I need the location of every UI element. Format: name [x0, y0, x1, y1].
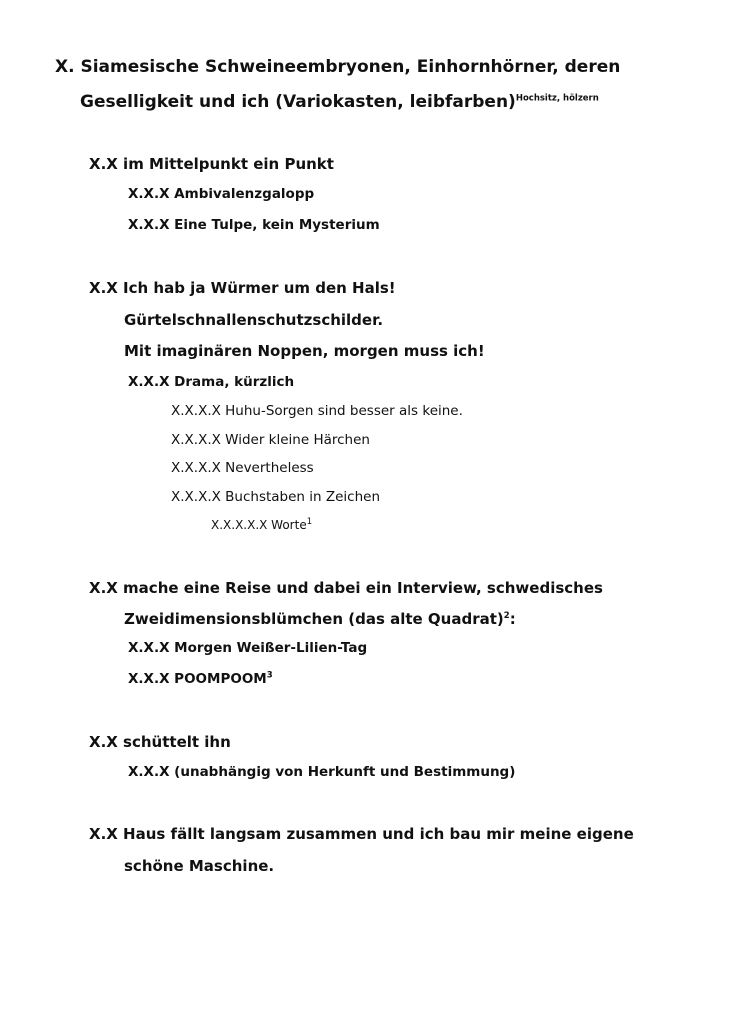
section-3-continuation-text: Zweidimensionsblümchen (das alte Quadrat): [124, 610, 504, 628]
section-5-continuation: schöne Maschine.: [124, 857, 275, 875]
section-2-item-1: X.X.X.X Huhu-Sorgen sind besser als keine.: [171, 403, 463, 419]
section-2-item-2: X.X.X.X Wider kleine Härchen: [171, 432, 370, 448]
section-2-subsection: X.X.X Drama, kürzlich: [128, 374, 295, 390]
section-3-title: X.X mache eine Reise und dabei ein Interview, schwedisches: [89, 579, 603, 597]
section-2-continuation-1: Gürtelschnallenschutzschilder.: [124, 311, 384, 329]
footnote-marker-2: 2: [503, 611, 510, 621]
section-1-title: X.X im Mittelpunkt ein Punkt: [89, 155, 334, 173]
footnote-marker-1: 1: [306, 517, 313, 527]
section-5-title: X.X Haus fällt langsam zusammen und ich bau mir meine eigene: [89, 825, 634, 843]
section-1-subsection-1: X.X.X Ambivalenzgalopp: [128, 186, 315, 202]
section-3-subsection-2: [128, 671, 273, 687]
section-3-subsection-2-text: X.X.X POOMPOOM: [128, 671, 267, 687]
chapter-heading-line1: X. Siamesische Schweineembryonen, Einhornhörner, deren: [55, 57, 621, 77]
footnote-marker-3: 3: [266, 670, 273, 681]
section-3-continuation: [124, 610, 516, 628]
section-2-deep-item: [211, 518, 312, 532]
section-4-subsection: X.X.X (unabhängig von Herkunft und Bestimmung): [128, 764, 516, 780]
section-4-title: X.X schüttelt ihn: [89, 733, 231, 751]
deep-item-text: X.X.X.X.X Worte: [211, 518, 307, 532]
section-3-subsection-1: X.X.X Morgen Weißer-Lilien-Tag: [128, 640, 368, 656]
section-3-continuation-colon: :: [509, 610, 516, 628]
chapter-heading-text: Geselligkeit und ich (Variokasten, leibfarben): [80, 92, 516, 112]
section-2-continuation-2: Mit imaginären Noppen, morgen muss ich!: [124, 342, 485, 360]
section-2-title: X.X Ich hab ja Würmer um den Hals!: [89, 279, 396, 297]
section-2-item-4: X.X.X.X Buchstaben in Zeichen: [171, 489, 381, 505]
section-1-subsection-2: X.X.X Eine Tulpe, kein Mysterium: [128, 217, 380, 233]
section-2-item-3: X.X.X.X Nevertheless: [171, 460, 314, 476]
chapter-heading-line2: [80, 92, 599, 112]
chapter-heading-superscript: Hochsitz, hölzern: [515, 93, 599, 104]
